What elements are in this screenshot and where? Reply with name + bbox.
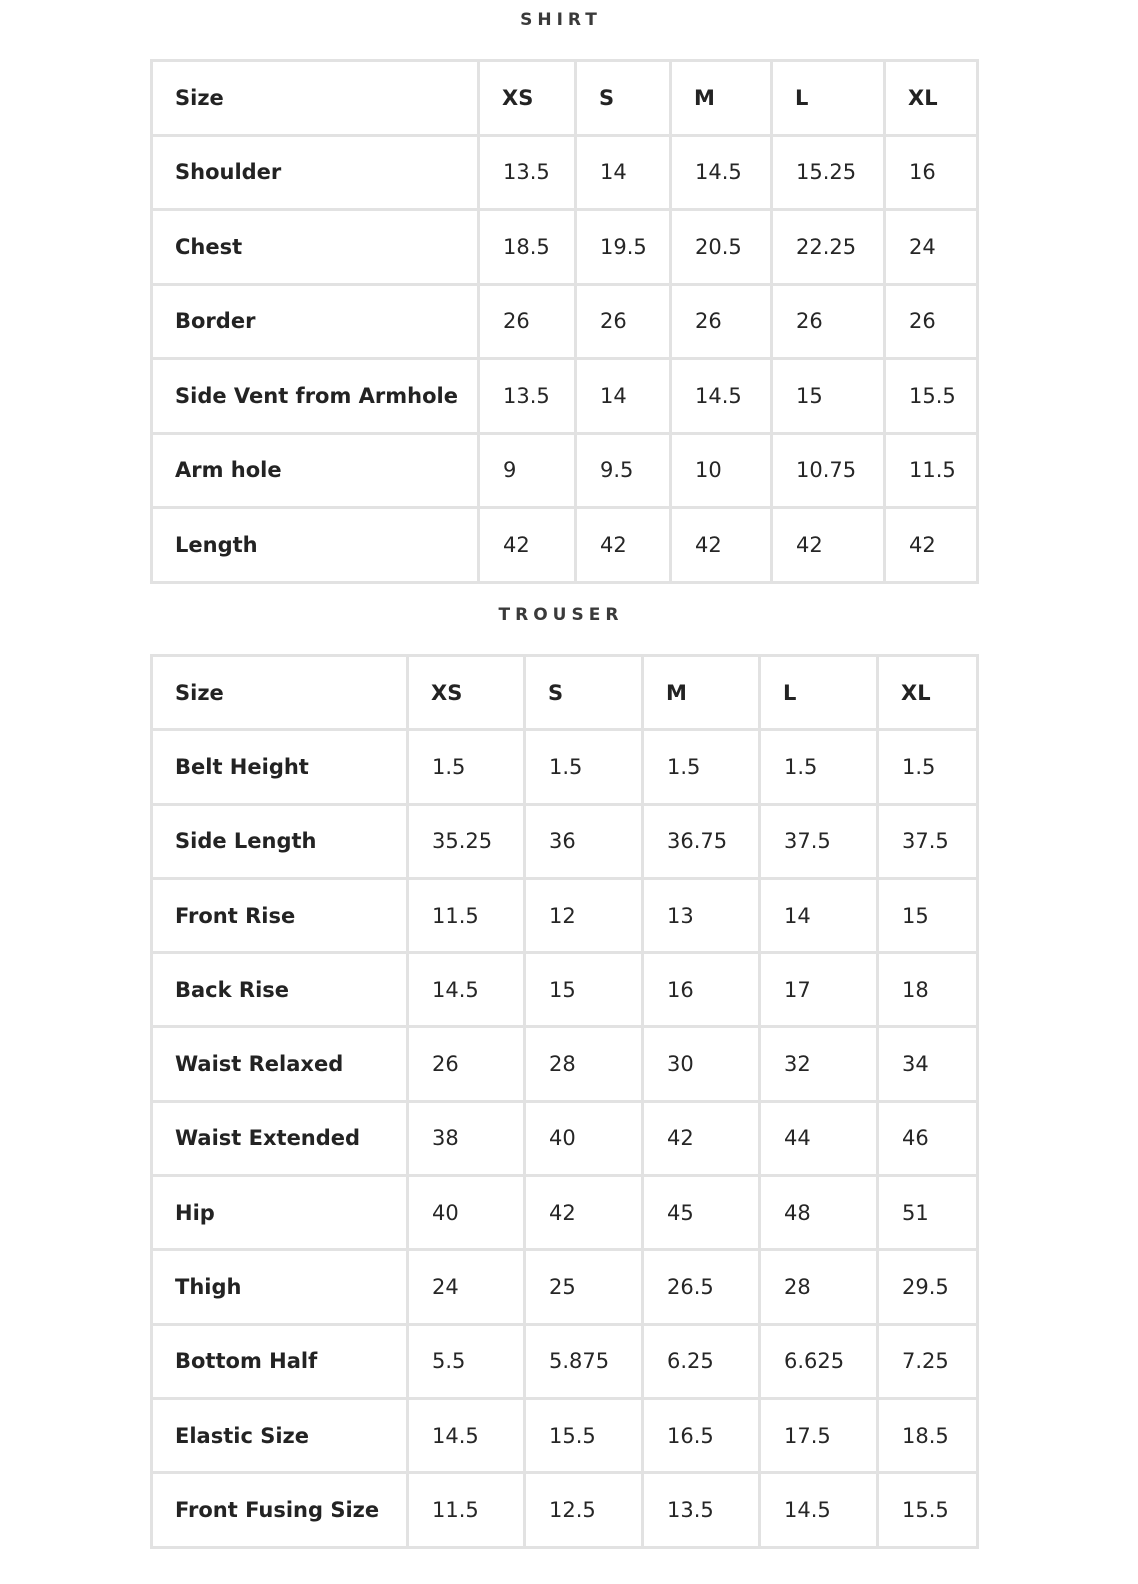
measurement-cell: 9.5 [577,435,672,510]
measurement-cell: 48 [761,1177,879,1251]
measurement-cell: 28 [761,1251,879,1325]
measurement-cell: 26 [672,286,773,361]
measurement-cell: 14.5 [672,360,773,435]
measurement-cell: 18.5 [480,211,577,286]
measurement-cell: 1.5 [526,731,644,805]
measurement-cell: 14 [761,880,879,954]
measurement-cell: 35.25 [409,806,526,880]
measurement-cell: 30 [644,1028,761,1102]
measurement-cell: 9 [480,435,577,510]
row-label: Chest [153,211,480,286]
measurement-cell: 28 [526,1028,644,1102]
measurement-cell: 14.5 [761,1474,879,1548]
shirt-size-table [150,59,979,584]
measurement-cell: 45 [644,1177,761,1251]
measurement-cell: 16 [644,954,761,1028]
row-label: Arm hole [153,435,480,510]
shirt-table-body [153,62,979,584]
measurement-cell: 5.875 [526,1326,644,1400]
measurement-cell: 24 [886,211,979,286]
measurement-cell: 11.5 [886,435,979,510]
measurement-cell: 40 [526,1103,644,1177]
measurement-cell: 13.5 [644,1474,761,1548]
row-label: Elastic Size [153,1400,409,1474]
row-label: Hip [153,1177,409,1251]
table-row [153,211,979,286]
row-label: Front Rise [153,880,409,954]
table-row [153,286,979,361]
shirt-section-title: SHIRT [520,10,602,30]
row-label: Length [153,509,480,584]
row-label: Belt Height [153,731,409,805]
measurement-cell: 42 [886,509,979,584]
measurement-cell: 37.5 [761,806,879,880]
trouser-size-table [150,654,979,1549]
measurement-cell: 17.5 [761,1400,879,1474]
table-row [153,360,979,435]
measurement-cell: 26 [577,286,672,361]
measurement-cell: 15 [879,880,979,954]
measurement-cell: 14.5 [409,954,526,1028]
measurement-cell: 42 [672,509,773,584]
measurement-cell: 44 [761,1103,879,1177]
measurement-cell: 29.5 [879,1251,979,1325]
measurement-cell: 1.5 [761,731,879,805]
trouser-header-size-m: M [644,657,761,731]
table-row [153,1474,979,1548]
shirt-header-size-m: M [672,62,773,137]
trouser-header-row [153,657,979,731]
measurement-cell: 42 [577,509,672,584]
measurement-cell: 10.75 [773,435,886,510]
measurement-cell: 13.5 [480,360,577,435]
row-label: Waist Extended [153,1103,409,1177]
measurement-cell: 15.5 [526,1400,644,1474]
measurement-cell: 14.5 [672,137,773,212]
table-row [153,1028,979,1102]
table-row [153,1326,979,1400]
measurement-cell: 13.5 [480,137,577,212]
measurement-cell: 15 [773,360,886,435]
measurement-cell: 38 [409,1103,526,1177]
trouser-header-size-s: S [526,657,644,731]
measurement-cell: 7.25 [879,1326,979,1400]
shirt-header-size-l: L [773,62,886,137]
measurement-cell: 26 [480,286,577,361]
measurement-cell: 42 [644,1103,761,1177]
measurement-cell: 14.5 [409,1400,526,1474]
row-label: Bottom Half [153,1326,409,1400]
trouser-header-size-label: Size [153,657,409,731]
measurement-cell: 46 [879,1103,979,1177]
measurement-cell: 1.5 [409,731,526,805]
trouser-header-size-l: L [761,657,879,731]
measurement-cell: 19.5 [577,211,672,286]
row-label: Back Rise [153,954,409,1028]
measurement-cell: 51 [879,1177,979,1251]
shirt-header-row [153,62,979,137]
measurement-cell: 1.5 [879,731,979,805]
row-label: Side Length [153,806,409,880]
table-row [153,1251,979,1325]
measurement-cell: 26 [773,286,886,361]
table-row [153,1400,979,1474]
shirt-header-size-label: Size [153,62,480,137]
measurement-cell: 6.25 [644,1326,761,1400]
measurement-cell: 1.5 [644,731,761,805]
row-label: Thigh [153,1251,409,1325]
table-row [153,435,979,510]
measurement-cell: 15.25 [773,137,886,212]
measurement-cell: 6.625 [761,1326,879,1400]
measurement-cell: 25 [526,1251,644,1325]
measurement-cell: 36.75 [644,806,761,880]
measurement-cell: 14 [577,360,672,435]
measurement-cell: 18.5 [879,1400,979,1474]
trouser-header-size-xs: XS [409,657,526,731]
shirt-header-size-s: S [577,62,672,137]
table-row [153,1103,979,1177]
measurement-cell: 13 [644,880,761,954]
measurement-cell: 26 [409,1028,526,1102]
measurement-cell: 24 [409,1251,526,1325]
measurement-cell: 5.5 [409,1326,526,1400]
measurement-cell: 15.5 [879,1474,979,1548]
measurement-cell: 10 [672,435,773,510]
measurement-cell: 22.25 [773,211,886,286]
table-row [153,806,979,880]
row-label: Front Fusing Size [153,1474,409,1548]
table-row [153,137,979,212]
table-row [153,509,979,584]
measurement-cell: 42 [773,509,886,584]
measurement-cell: 15 [526,954,644,1028]
measurement-cell: 16.5 [644,1400,761,1474]
measurement-cell: 11.5 [409,1474,526,1548]
shirt-header-size-xs: XS [480,62,577,137]
row-label: Side Vent from Armhole [153,360,480,435]
table-row [153,731,979,805]
measurement-cell: 26.5 [644,1251,761,1325]
measurement-cell: 11.5 [409,880,526,954]
measurement-cell: 34 [879,1028,979,1102]
trouser-section-title: TROUSER [498,605,624,625]
table-row [153,954,979,1028]
measurement-cell: 36 [526,806,644,880]
measurement-cell: 12 [526,880,644,954]
measurement-cell: 42 [480,509,577,584]
trouser-table-body [153,657,979,1549]
measurement-cell: 20.5 [672,211,773,286]
measurement-cell: 40 [409,1177,526,1251]
row-label: Border [153,286,480,361]
trouser-header-size-xl: XL [879,657,979,731]
row-label: Shoulder [153,137,480,212]
row-label: Waist Relaxed [153,1028,409,1102]
measurement-cell: 26 [886,286,979,361]
measurement-cell: 15.5 [886,360,979,435]
measurement-cell: 12.5 [526,1474,644,1548]
measurement-cell: 42 [526,1177,644,1251]
measurement-cell: 16 [886,137,979,212]
shirt-header-size-xl: XL [886,62,979,137]
measurement-cell: 14 [577,137,672,212]
measurement-cell: 37.5 [879,806,979,880]
measurement-cell: 18 [879,954,979,1028]
table-row [153,880,979,954]
measurement-cell: 17 [761,954,879,1028]
table-row [153,1177,979,1251]
measurement-cell: 32 [761,1028,879,1102]
